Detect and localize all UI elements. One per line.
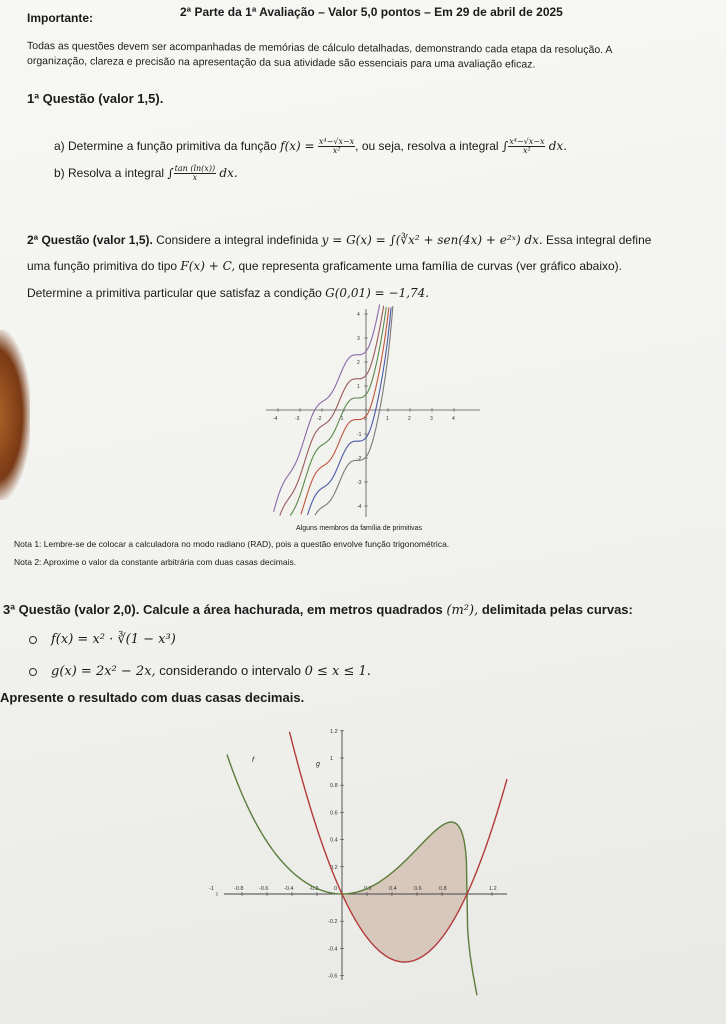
graph1-x-tick-label: 0 [364, 416, 367, 422]
q3-f-math: f(x) = x² · ∛(1 − x³) [51, 632, 176, 647]
nota-1: Nota 1: Lembre-se de colocar a calculadora no modo radiano (RAD), pois a questão envolve função trigonométrica. [14, 539, 450, 549]
q3-line1-text: Calcule a área hachurada, em metros quadrados [142, 602, 443, 617]
q2-line-2 [27, 260, 622, 274]
q3-g-math: g(x) = 2x² − 2x, [51, 664, 156, 679]
graph1-family-curve [280, 306, 384, 516]
q2-line2-end: que representa graficamente uma família de curvas (ver gráfico abaixo). [238, 259, 623, 273]
q3-line1-end: delimitada pelas curvas: [481, 602, 633, 617]
graph2-x-tick-label: 0 [334, 886, 338, 892]
q3-line-1 [3, 603, 633, 619]
primitives-family-graph [262, 305, 484, 520]
graph1-y-tick-label: -2 [357, 456, 362, 462]
q2-line-3 [27, 287, 429, 301]
graph2-y-tick-label: 0.4 [330, 837, 338, 844]
q1b-line [54, 165, 238, 183]
graph1-y-tick-label: 4 [357, 312, 360, 318]
graph1-y-tick-label: -4 [357, 504, 362, 510]
q1a-fraction [318, 138, 355, 156]
q1a-fraction2 [508, 138, 545, 156]
q1a-prefix: a) Determine a função primitiva da função [54, 139, 277, 154]
q2-line1-text: Considere a integral indefinida [156, 233, 319, 247]
q1a-mid: , ou seja, resolva a integral [355, 139, 499, 154]
graph2-x-tick-label: -1 [209, 886, 214, 892]
graph1-family-curve [308, 308, 392, 516]
exam-title: 2ª Parte da 1ª Avaliação – Valor 5,0 pontos – Em 29 de abril de 2025 [180, 5, 563, 19]
graph2-y-tick-label: 1.2 [330, 728, 338, 735]
q2-line3-math: G(0,01) = −1,74. [325, 286, 430, 300]
q1b-dx: dx. [219, 166, 238, 181]
graph2-y-tick-label: -0.2 [328, 919, 338, 926]
q2-line-1 [27, 234, 651, 248]
q1b-prefix: b) Resolva a integral [54, 166, 165, 181]
q2-line1-end: Essa integral define [546, 233, 652, 247]
q2-line1-math: y = G(x) = ∫(∛x² + sen(4x) + e²ˣ) dx. [321, 233, 543, 247]
q1a-num: x⁴−√x−x [318, 137, 355, 146]
bullet-icon [29, 668, 37, 676]
graph2-x-tick-label: 0.6 [414, 886, 422, 892]
q1a-den2: x² [522, 146, 531, 156]
q1-title: 1ª Questão (valor 1,5). [27, 91, 164, 106]
graph1-y-tick-label: -3 [357, 480, 362, 486]
graph2-label-g: g [316, 761, 320, 768]
important-line-2: organização, clareza e precisão na apresentação da sua atividade são essenciais para uma avaliação eficaz. [26, 55, 536, 71]
finger-shadow [0, 330, 30, 500]
graph1-y-tick-label: 1 [357, 384, 360, 390]
graph1-y-tick-label: -1 [357, 432, 362, 438]
important-line-1: Todas as questões devem ser acompanhadas de memórias de cálculo detalhadas, demonstrando cada etapa da resolução. A [26, 40, 613, 57]
graph1-x-tick-label: 4 [452, 416, 455, 422]
graph2-y-tick-label: 0.8 [330, 783, 338, 790]
q3-g-interval: 0 ≤ x ≤ 1. [304, 664, 371, 679]
q1b-integral: ∫ [167, 166, 174, 181]
graph2-x-tick-label: -0.2 [309, 886, 319, 892]
graph2-y-tick-label: 0.2 [330, 864, 338, 871]
q3-final: Apresente o resultado com duas casas decimais. [0, 690, 305, 705]
graph2-shaded-area [342, 822, 467, 962]
graph2-x-tick-label: 0.4 [389, 886, 397, 892]
graph1-x-tick-label: -1 [339, 416, 344, 422]
q1b-fraction [174, 165, 216, 183]
graph2-x-tick-label: 0.2 [364, 886, 372, 892]
graph2-x-tick-label: 0.8 [439, 886, 447, 892]
graph1-y-tick-label: 3 [357, 336, 360, 342]
graph1-y-tick-label: 2 [357, 360, 360, 366]
graph2-x-tick-label: 1.2 [489, 886, 497, 892]
graph1-x-tick-label: -2 [317, 416, 322, 422]
graph2-x-tick-label: -0.6 [259, 886, 269, 892]
q3-line1-math: (m²), [446, 603, 479, 618]
q1a-line [54, 138, 567, 156]
q1a-den: x² [332, 146, 341, 156]
bullet-icon [29, 636, 37, 644]
area-graph [209, 722, 512, 984]
q2-line2-text: uma função primitiva do tipo [27, 259, 178, 273]
graph1-caption: Alguns membros da família de primitivas [296, 525, 423, 532]
graph1-x-tick-label: -4 [273, 416, 278, 422]
q1a-fx: f(x) = [280, 139, 315, 154]
graph1-x-tick-label: 1 [386, 416, 389, 422]
q1b-den: x [192, 173, 198, 183]
q1b-num: tan (ln(x)) [174, 164, 216, 173]
graph2-y-tick-label: -0.4 [328, 946, 338, 953]
q2-title: 2ª Questão (valor 1,5). [27, 233, 153, 247]
q3-title: 3ª Questão (valor 2,0). [3, 602, 140, 617]
q3-g-end: considerando o intervalo [159, 663, 301, 678]
graph2-y-tick-label: 1 [330, 756, 334, 762]
q2-line2-math: F(x) + C, [180, 259, 236, 273]
q3-g-item [29, 664, 371, 680]
graph2-x-tick-label: -0.8 [234, 886, 244, 892]
q1a-dx: dx. [548, 139, 568, 154]
graph2-y-tick-label: 0.6 [330, 810, 338, 817]
q2-line3-text: Determine a primitiva particular que satisfaz a condição [27, 286, 322, 300]
graph2-y-tick-label: -0.6 [328, 973, 338, 980]
graph1-x-tick-label: 3 [430, 416, 433, 422]
nota-2: Nota 2: Aproxime o valor da constante arbitrária com duas casas decimais. [14, 557, 297, 567]
q1a-integral: ∫ [501, 139, 509, 154]
important-label: Importante: [27, 11, 93, 25]
q3-f-item [29, 632, 176, 648]
q1a-num2: x⁴−√x−x [509, 137, 545, 146]
graph1-family-curve [274, 305, 380, 512]
graph1-x-tick-label: -3 [295, 416, 300, 422]
graph2-x-tick-label: -0.4 [284, 886, 294, 892]
graph1-x-tick-label: 2 [408, 416, 411, 422]
graph2-label-f: f [252, 757, 254, 764]
